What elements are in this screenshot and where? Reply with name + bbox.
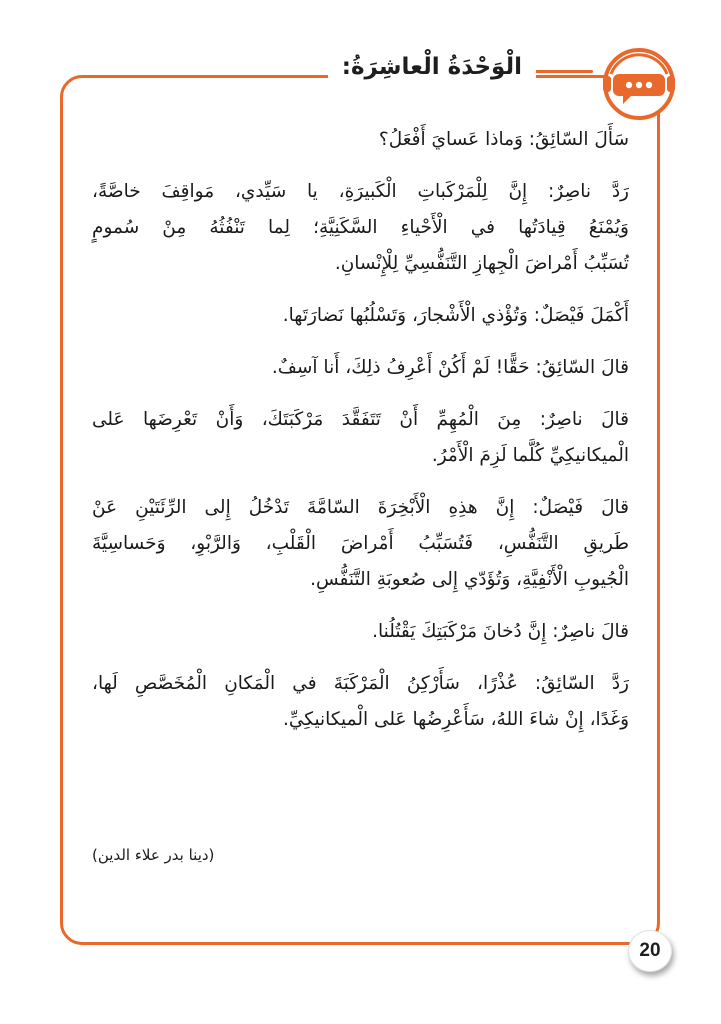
text-line: أَكْمَلَ فَيْصَلٌ: وَتُؤْذي الْأَشْجارَ، وَتَسْلُبُها نَضارَتَها. <box>282 305 629 326</box>
paragraph <box>92 614 629 650</box>
text-line: قالَ فَيْصَلٌ: إِنَّ هذِهِ الْأَبْخِرَةَ السّامَّةَ تَدْخُلُ إِلى الرِّئَتَيْنِ عَنْ <box>92 497 629 518</box>
text-line: رَدَّ ناصِرٌ: إِنَّ لِلْمَرْكَباتِ الْكَبيرَةِ، يا سَيِّدي، مَواقِفَ خاصَّةً، <box>92 181 629 202</box>
text-line: سَأَلَ السّائِقُ: وَماذا عَسايَ أَفْعَلُ؟ <box>378 129 629 150</box>
text-line: قالَ ناصِرٌ: إِنَّ دُخانَ مَرْكَبَتِكَ يَقْتُلُنا. <box>372 621 629 642</box>
unit-title: الْوَحْدَةُ الْعاشِرَةُ: <box>328 44 536 90</box>
text-line: قالَ السّائِقُ: حَقًّا! لَمْ أَكُنْ أَعْرِفُ ذلِكَ، أَنا آسِفٌ. <box>271 357 629 378</box>
paragraph <box>92 174 629 282</box>
chat-bubble-icon <box>597 44 681 128</box>
paragraph <box>92 122 629 158</box>
paragraph <box>92 298 629 334</box>
header-rule <box>531 70 593 73</box>
paragraph <box>92 402 629 474</box>
text-line: طَريقِ التَّنَفُّسِ، فَتُسَبِّبُ أَمْراضَ الْقَلْبِ، وَالرَّبْوِ، وَحَساسِيَّةَ <box>92 533 629 554</box>
text-line: وَغَدًا، إِنْ شاءَ اللهُ، سَأَعْرِضُها عَلى الْميكانيكِيِّ. <box>282 709 629 730</box>
paragraph <box>92 666 629 738</box>
text-line: الْميكانيكِيِّ كُلَّما لَزِمَ الْأَمْرُ. <box>431 445 629 466</box>
page-number: 20 <box>628 930 672 972</box>
text-line: الْجُيوبِ الْأَنْفِيَّةِ، وَتُؤَدّي إِلى صُعوبَةِ التَّنَفُّسِ. <box>310 569 629 590</box>
story-text <box>92 122 629 754</box>
text-line: رَدَّ السّائِقُ: عُذْرًا، سَأَرْكِنُ الْمَرْكَبَةَ في الْمَكانِ الْمُخَصَّصِ لَها، <box>92 673 629 694</box>
text-line: قالَ ناصِرٌ: مِنَ الْمُهِمِّ أَنْ تَتَفَقَّدَ مَرْكَبَتَكَ، وَأَنْ تَعْرِضَها عَلى <box>92 409 629 430</box>
author-credit: (دينا بدر علاء الدين) <box>92 846 215 864</box>
paragraph <box>92 350 629 386</box>
paragraph <box>92 490 629 598</box>
page-number-badge <box>628 930 678 976</box>
text-line: تُسَبِّبُ أَمْراضَ الْجِهازِ التَّنَفُّسِيِّ لِلْإِنْسانِ. <box>334 253 629 274</box>
text-line: وَيُمْنَعُ قِيادَتُها في الْأَحْياءِ السَّكَنِيَّةِ؛ لِما تَنْفُثُهُ مِنْ سُمومٍ <box>92 217 629 238</box>
